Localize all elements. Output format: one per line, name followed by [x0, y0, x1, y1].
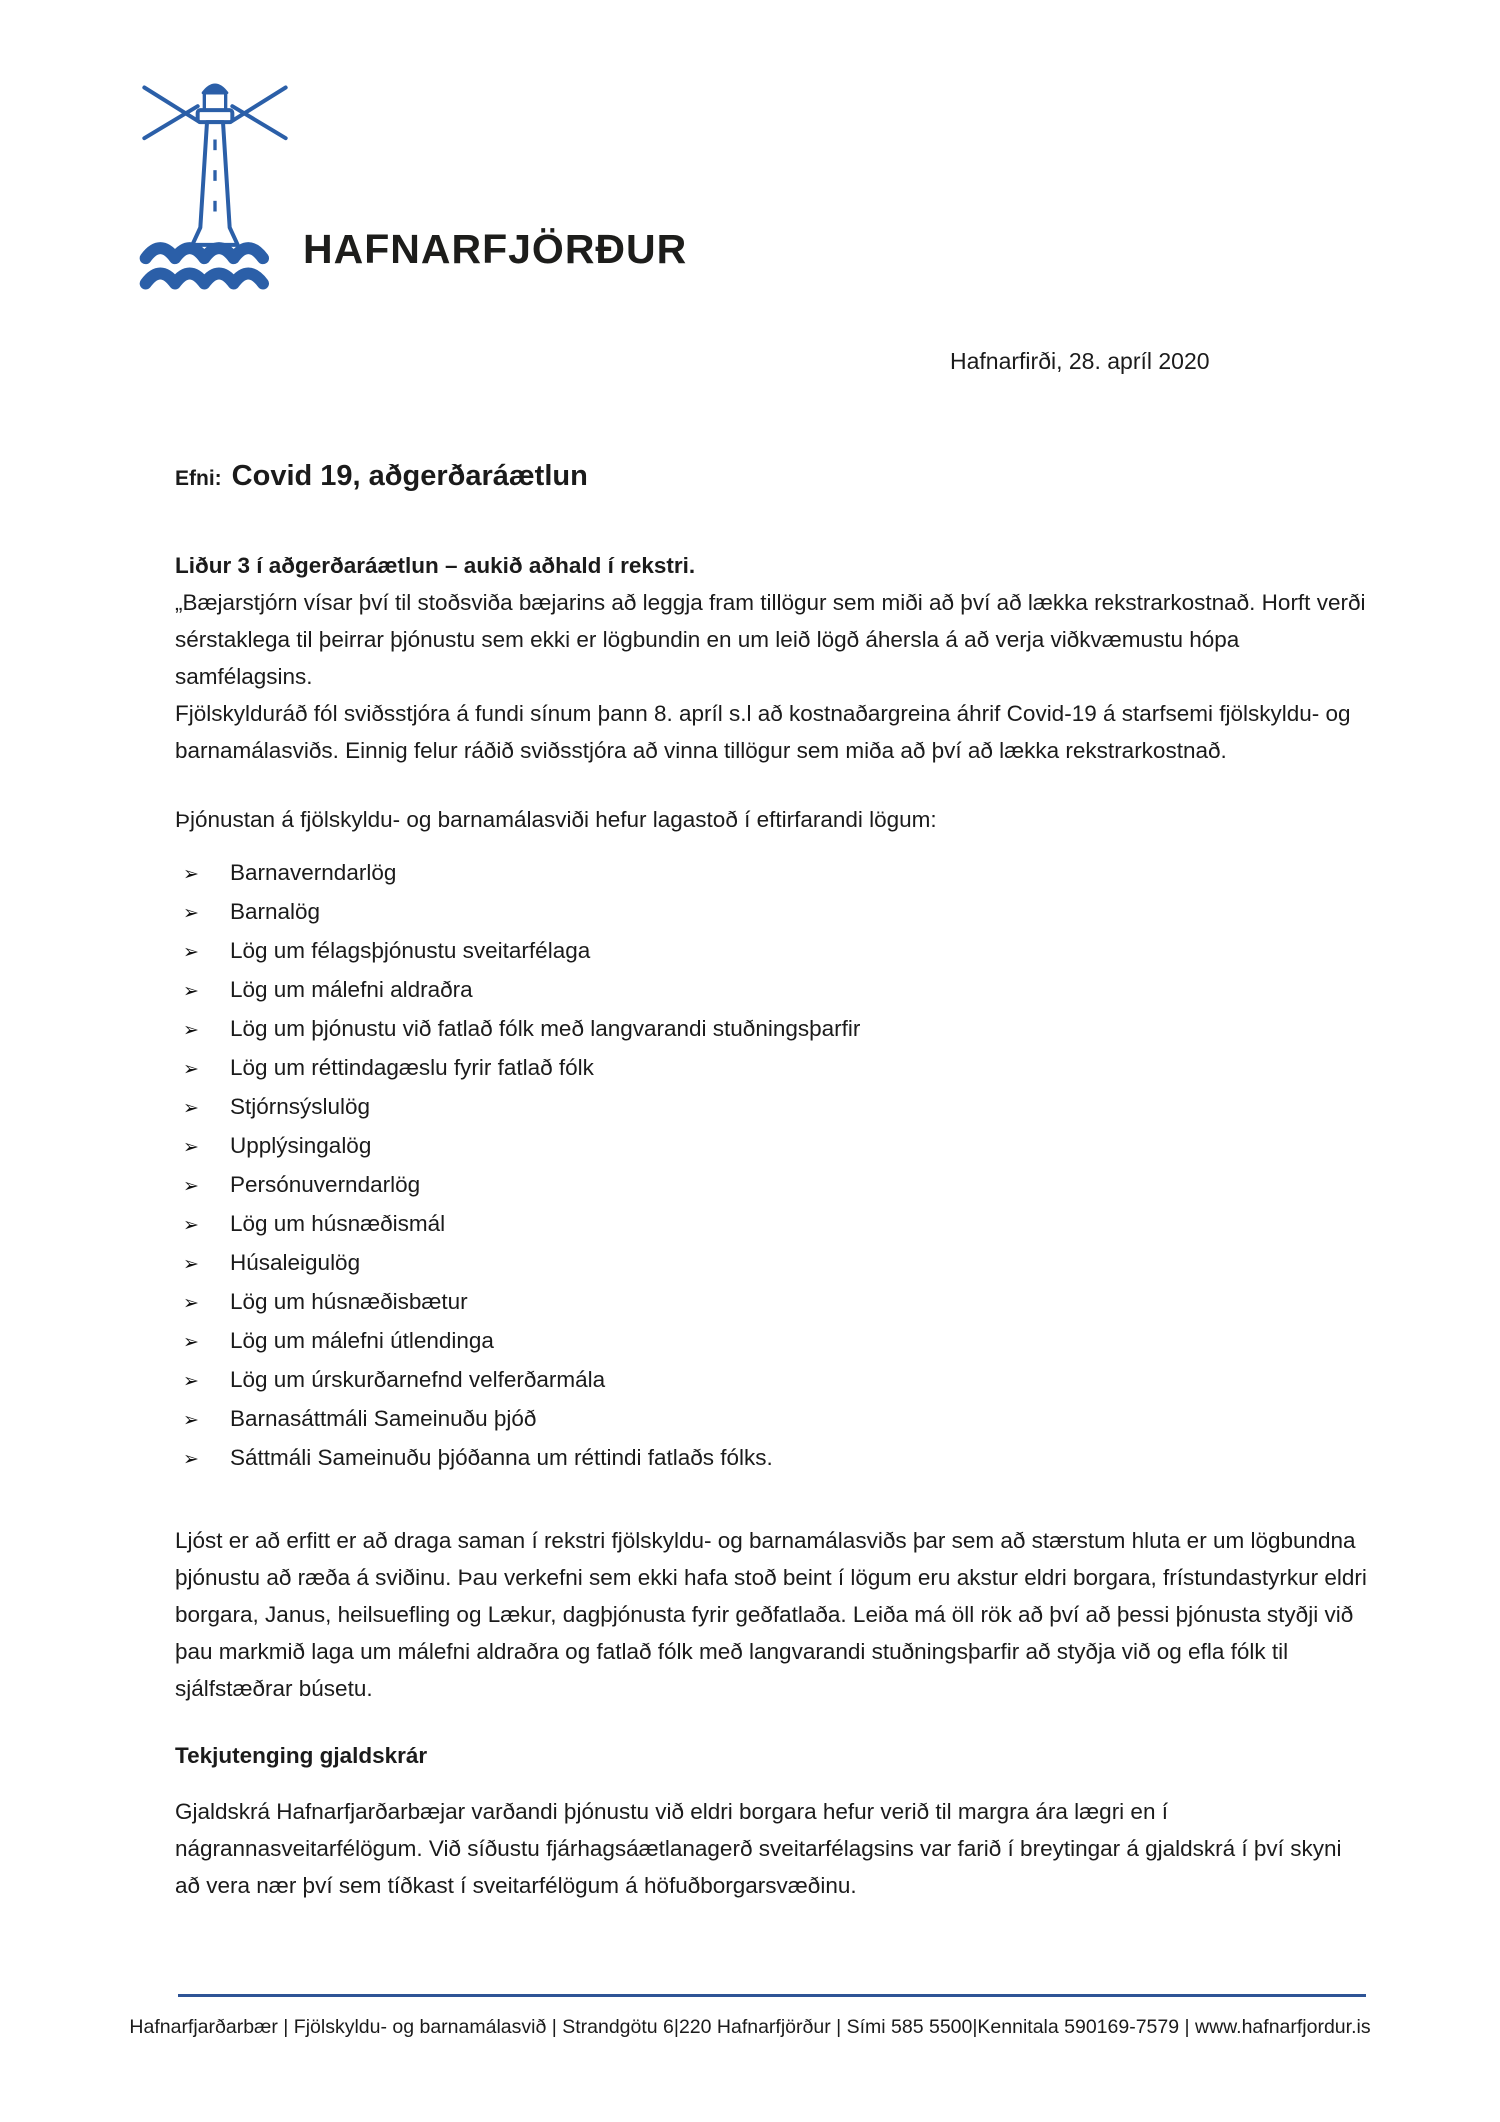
paragraph-2: Fjölskylduráð fól sviðsstjóra á fundi sínum þann 8. apríl s.l að kostnaðargreina áhrif Covid-19 á starfsemi fjölskyldu- og barnamálasviðs. Einnig felur ráðið sviðsstjóra að vinna tillögur sem miða að því að lækka rekstrarkostnað.: [175, 701, 1351, 763]
list-item: [175, 1088, 1370, 1127]
list-item: [175, 1439, 1370, 1478]
list-item-label: Lög um félagsþjónustu sveitarfélaga: [230, 938, 591, 963]
list-item-label: Lög um málefni útlendinga: [230, 1328, 494, 1353]
list-item-label: Upplýsingalög: [230, 1133, 372, 1158]
list-item: [175, 1400, 1370, 1439]
list-item: [175, 1127, 1370, 1166]
arrow-bullet-icon: ➢: [183, 1059, 199, 1080]
arrow-bullet-icon: ➢: [183, 1332, 199, 1353]
arrow-bullet-icon: ➢: [183, 864, 199, 885]
letter-body: [175, 458, 1370, 1904]
law-list: [175, 854, 1370, 1478]
arrow-bullet-icon: ➢: [183, 981, 199, 1002]
list-item-label: Lög um úrskurðarnefnd velferðarmála: [230, 1367, 606, 1392]
arrow-bullet-icon: ➢: [183, 942, 199, 963]
list-item-label: Lög um málefni aldraðra: [230, 977, 473, 1002]
paragraph-4: Gjaldskrá Hafnarfjarðarbæjar varðandi þjónustu við eldri borgara hefur verið til margra ára lægri en í nágrannasveitarfélögum. Við síðustu fjárhagsáætlanagerð sveitarfélagsins var farið í breytingar á gjaldskrá í því skyni að vera nær því sem tíðkast í sveitarfélögum á höfuðborgarsvæðinu.: [175, 1799, 1342, 1898]
arrow-bullet-icon: ➢: [183, 1098, 199, 1119]
list-item: [175, 854, 1370, 893]
arrow-bullet-icon: ➢: [183, 1254, 199, 1275]
arrow-bullet-icon: ➢: [183, 1176, 199, 1197]
list-item-label: Stjórnsýslulög: [230, 1094, 371, 1119]
paragraph-1: „Bæjarstjórn vísar því til stoðsviða bæjarins að leggja fram tillögur sem miði að því að lækka rekstrarkostnað. Horft verði sérstaklega til þeirrar þjónustu sem ekki er lögbundin en um leið lögð áhersla á að verja viðkvæmustu hópa samfélagsins.: [175, 590, 1366, 689]
list-item-label: Persónuverndarlög: [230, 1172, 421, 1197]
arrow-bullet-icon: ➢: [183, 1137, 199, 1158]
date-line: Hafnarfirði, 28. apríl 2020: [950, 348, 1210, 374]
section-heading-2: Tekjutenging gjaldskrár: [175, 1743, 428, 1768]
arrow-bullet-icon: ➢: [183, 1215, 199, 1236]
list-item-label: Lög um húsnæðisbætur: [230, 1289, 468, 1314]
list-item-label: Lög um þjónustu við fatlað fólk með langvarandi stuðningsþarfir: [230, 1016, 861, 1041]
list-item: [175, 1244, 1370, 1283]
list-item: [175, 1049, 1370, 1088]
subject-line: [175, 458, 1370, 497]
list-item: [175, 893, 1370, 932]
list-item: [175, 932, 1370, 971]
footer-divider: [178, 1994, 1366, 1997]
list-item-label: Barnalög: [230, 899, 321, 924]
list-item: [175, 1010, 1370, 1049]
list-item: [175, 971, 1370, 1010]
list-item-label: Sáttmáli Sameinuðu þjóðanna um réttindi fatlaðs fólks.: [230, 1445, 773, 1470]
list-item: [175, 1283, 1370, 1322]
arrow-bullet-icon: ➢: [183, 1020, 199, 1041]
section-heading-1: Liður 3 í aðgerðaráætlun – aukið aðhald í rekstri.: [175, 553, 696, 578]
list-item: [175, 1205, 1370, 1244]
list-item-label: Lög um húsnæðismál: [230, 1211, 446, 1236]
arrow-bullet-icon: ➢: [183, 1410, 199, 1431]
list-item-label: Barnasáttmáli Sameinuðu þjóð: [230, 1406, 537, 1431]
subject-prefix: Efni:: [175, 467, 222, 490]
arrow-bullet-icon: ➢: [183, 1449, 199, 1470]
paragraph-3: Ljóst er að erfitt er að draga saman í rekstri fjölskyldu- og barnamálasviðs þar sem að stærstum hluta er um lögbundna þjónustu að ræða á sviðinu. Þau verkefni sem ekki hafa stoð beint í lögum eru akstur eldri borgara, frístundastyrkur eldri borgara, Janus, heilsuefling og Lækur, dagþjónusta fyrir geðfatlaða. Leiða má öll rök að því að þessi þjónusta styðji við þau markmið laga um málefni aldraðra og fatlað fólk með langvarandi stuðningsþarfir að styðja við og efla fólk til sjálfstæðrar búsetu.: [175, 1528, 1367, 1701]
lighthouse-icon: [135, 70, 295, 297]
list-item-label: Barnaverndarlög: [230, 860, 397, 885]
list-item: [175, 1166, 1370, 1205]
arrow-bullet-icon: ➢: [183, 1293, 199, 1314]
list-item-label: Lög um réttindagæslu fyrir fatlað fólk: [230, 1055, 594, 1080]
list-item-label: Húsaleigulög: [230, 1250, 361, 1275]
list-item: [175, 1361, 1370, 1400]
municipality-logo: [135, 70, 755, 300]
subject-title: Covid 19, aðgerðaráætlun: [231, 460, 588, 492]
arrow-bullet-icon: ➢: [183, 1371, 199, 1392]
arrow-bullet-icon: ➢: [183, 903, 199, 924]
logo-wordmark: HAFNARFJÖRÐUR: [303, 226, 688, 272]
footer-contact-line: Hafnarfjarðarbær | Fjölskyldu- og barnamálasvið | Strandgötu 6|220 Hafnarfjörður | Sími 585 5500|Kennitala 590169-7579 | www.hafnarfjordur.is: [129, 2016, 1371, 2038]
list-item: [175, 1322, 1370, 1361]
list-intro: Þjónustan á fjölskyldu- og barnamálasviði hefur lagastoð í eftirfarandi lögum:: [175, 807, 937, 832]
